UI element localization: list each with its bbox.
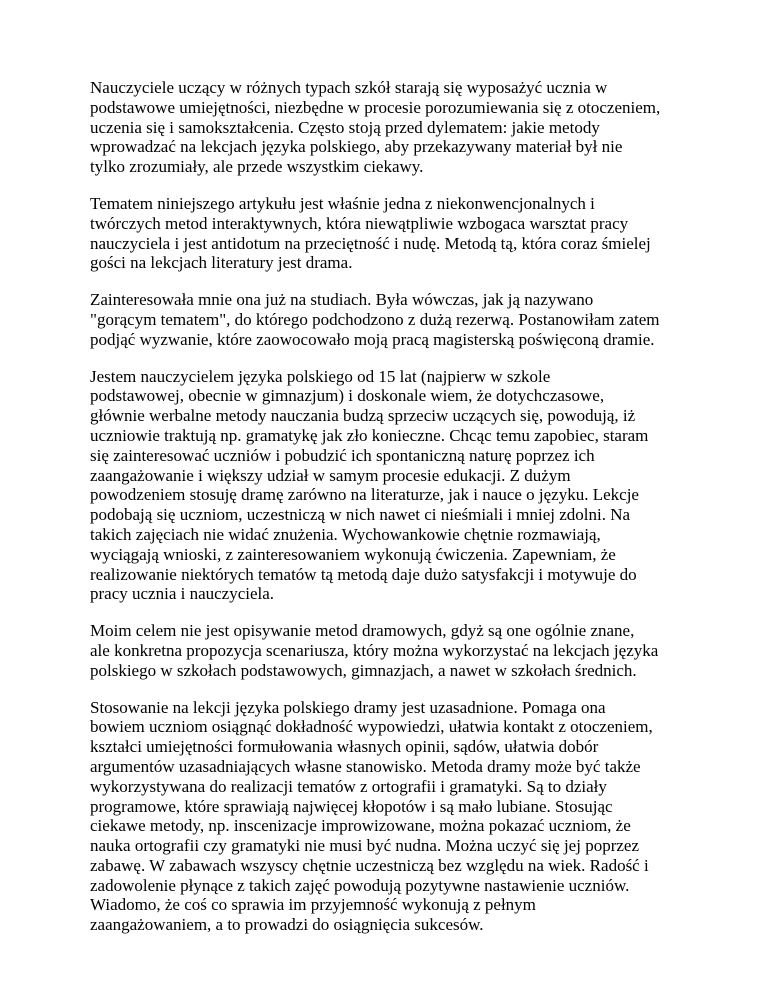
- paragraph-topic: Tematem niniejszego artykułu jest właśnie jedna z niekonwencjonalnych i twórczych metod interaktywnych, która niewątpliwie wzbogaca warsztat pracy nauczyciela i jest antidotum na przeciętność i nudę. Metodą tą, która coraz śmielej gości na lekcjach literatury jest drama.: [90, 193, 651, 273]
- paragraph-intro: Nauczyciele uczący w różnych typach szkół starają się wyposażyć ucznia w podstawowe umiejętności, niezbędne w procesie porozumiewania się z otoczeniem, uczenia się i samokształcenia. Często stoją przed dylematem: jakie metody wprowadzać na lekcjach języka polskiego, aby przekazywany materiał był nie tylko zrozumiały, ale przede wszystkim ciekawy.: [90, 78, 661, 177]
- paragraph-goal: Moim celem nie jest opisywanie metod dramowych, gdyż są one ogólnie znane, ale konkretna propozycja scenariusza, który można wykorzystać na lekcjach języka polskiego w szkołach podstawowych, gimnazjach, a nawet w szkołach średnich.: [90, 621, 659, 680]
- paragraph-experience: Jestem nauczycielem języka polskiego od 15 lat (najpierw w szkole podstawowej, obecnie w gimnazjum) i doskonale wiem, że dotychczasowe, głównie werbalne metody nauczania budzą sprzeciw uczących się, powodują, iż uczniowie traktują np. gramatykę jak zło konieczne. Chcąc temu zapobiec, staram się zainteresować uczniów i pobudzić ich spontaniczną naturę poprzez ich zaangażowanie i większy udział w samym procesie edukacji. Z dużym powodzeniem stosuję dramę zarówno na literaturze, jak i nauce o języku. Lekcje podobają się uczniom, uczestniczą w nich nawet ci nieśmiali i mniej zdolni. Na takich zajęciach nie widać znużenia. Wychowankowie chętnie rozmawiają, wyciągają wnioski, z zainteresowaniem wykonują ćwiczenia. Zapewniam, że realizowanie niektórych tematów tą metodą daje dużo satysfakcji i motywuje do pracy ucznia i nauczyciela.: [90, 366, 649, 604]
- document-body: [90, 78, 690, 952]
- paragraph-interest: Zainteresowała mnie ona już na studiach. Była wówczas, jak ją nazywano "gorącym tematem", do którego podchodzono z dużą rezerwą. Postanowiłam zatem podjąć wyzwanie, które zaowocowało moją pracą magisterską poświęconą dramie.: [90, 290, 660, 349]
- paragraph-justification: Stosowanie na lekcji języka polskiego dramy jest uzasadnione. Pomaga ona bowiem uczniom osiągnąć dokładność wypowiedzi, ułatwia kontakt z otoczeniem, kształci umiejętności formułowania własnych opinii, sądów, ułatwia dobór argumentów uzasadniających własne stanowisko. Metoda dramy może być także wykorzystywana do realizacji tematów z ortografii i gramatyki. Są to działy programowe, które sprawiają najwięcej kłopotów i są mało lubiane. Stosując ciekawe metody, np. inscenizacje improwizowane, można pokazać uczniom, że nauka ortografii czy gramatyki nie musi być nudna. Można uczyć się jej poprzez zabawę. W zabawach wszyscy chętnie uczestniczą bez względu na wiek. Radość i zadowolenie płynące z takich zajęć powodują pozytywne nastawienie uczniów. Wiadomo, że coś co sprawia im przyjemność wykonują z pełnym zaangażowaniem, a to prowadzi do osiągnięcia sukcesów.: [90, 697, 653, 935]
